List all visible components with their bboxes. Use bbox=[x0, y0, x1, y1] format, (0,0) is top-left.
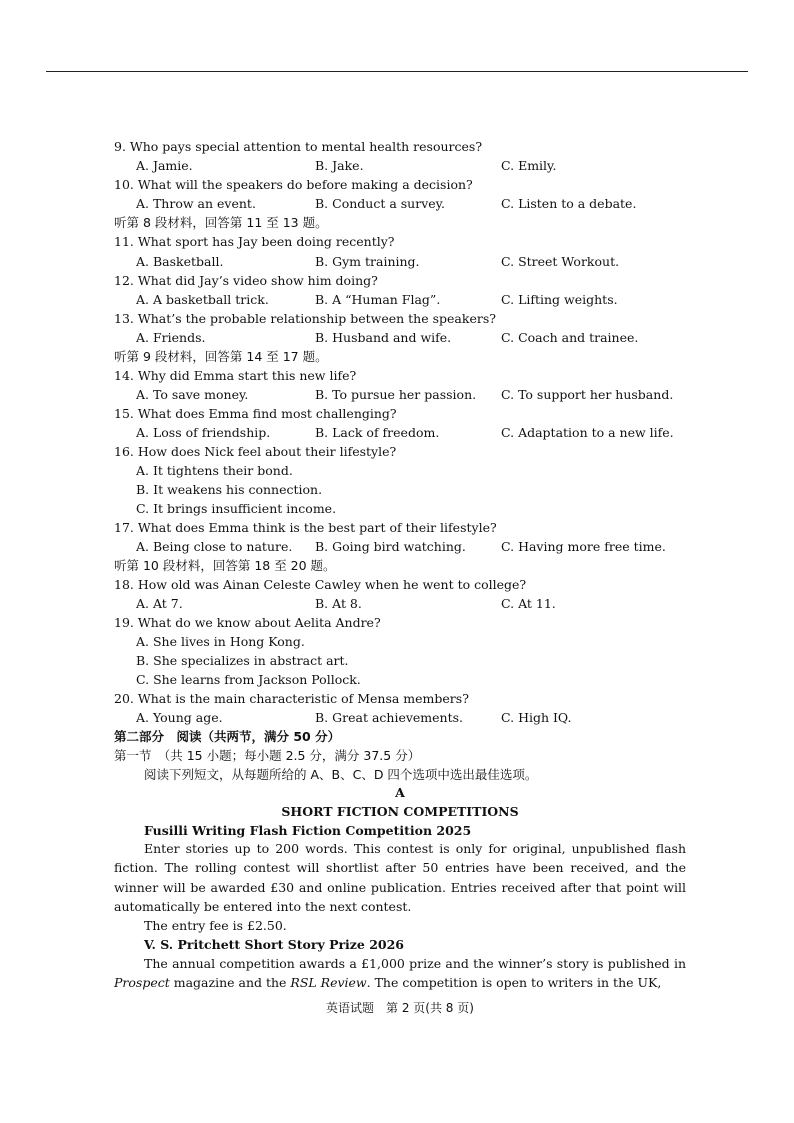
option-a: A. It tightens their bond. bbox=[136, 463, 293, 478]
option-b: B. Jake. bbox=[315, 158, 364, 173]
passage-letter: A bbox=[395, 785, 405, 800]
section-title: 第一节 （共 15 小题；每小题 2.5 分，满分 37.5 分） bbox=[114, 748, 421, 763]
option-a: A. Throw an event. bbox=[136, 196, 256, 211]
question-stem: 14. Why did Emma start this new life? bbox=[114, 368, 357, 383]
option-c: C. Adaptation to a new life. bbox=[501, 425, 674, 440]
option-a: A. Basketball. bbox=[136, 254, 224, 269]
option-b: B. Husband and wife. bbox=[315, 330, 452, 345]
competition-title: Fusilli Writing Flash Fiction Competition 2025 bbox=[144, 823, 472, 838]
publication-name: RSL Review bbox=[290, 975, 367, 991]
option-b: B. To pursue her passion. bbox=[315, 387, 477, 402]
page-footer: 英语试题 第 2 页(共 8 页) bbox=[326, 1001, 474, 1015]
option-c: C. To support her husband. bbox=[501, 387, 674, 402]
question-stem: 20. What is the main characteristic of Mensa members? bbox=[114, 691, 469, 706]
passage-title: SHORT FICTION COMPETITIONS bbox=[281, 804, 519, 819]
option-c: C. Street Workout. bbox=[501, 254, 620, 269]
question-stem: 12. What did Jay’s video show him doing? bbox=[114, 273, 378, 288]
option-c: C. It brings insufficient income. bbox=[136, 501, 337, 516]
option-b: B. Gym training. bbox=[315, 254, 420, 269]
option-c: C. Emily. bbox=[501, 158, 557, 173]
option-c: C. High IQ. bbox=[501, 710, 572, 725]
question-stem: 16. How does Nick feel about their lifestyle? bbox=[114, 444, 397, 459]
question-stem: 13. What’s the probable relationship between the speakers? bbox=[114, 311, 496, 326]
option-a: A. A basketball trick. bbox=[136, 292, 269, 307]
option-c: C. Lifting weights. bbox=[501, 292, 618, 307]
option-c: C. Coach and trainee. bbox=[501, 330, 639, 345]
competition-text: The annual competition awards a £1,000 prize and the winner’s story is published in bbox=[144, 956, 686, 971]
option-a: A. Young age. bbox=[136, 710, 223, 725]
question-stem: 11. What sport has Jay been doing recently? bbox=[114, 234, 395, 249]
option-b: B. Conduct a survey. bbox=[315, 196, 446, 211]
competition-description bbox=[114, 954, 686, 993]
option-a: A. At 7. bbox=[136, 596, 183, 611]
question-stem: 9. Who pays special attention to mental health resources? bbox=[114, 139, 483, 154]
option-b: B. It weakens his connection. bbox=[136, 482, 323, 497]
option-a: A. She lives in Hong Kong. bbox=[136, 634, 305, 649]
option-b: B. A “Human Flag”. bbox=[315, 292, 441, 307]
competition-text: Enter stories up to 200 words. This contest is only for original, unpublished flash fiction. The rolling contest will shortlist after 50 entries have been received, and the winner will be awarded £30 and online publication. Entries received after that point will automatically be entered into the next contest. bbox=[114, 841, 686, 915]
option-b: B. Going bird watching. bbox=[315, 539, 466, 554]
option-a: A. Loss of friendship. bbox=[136, 425, 271, 440]
question-stem: 19. What do we know about Aelita Andre? bbox=[114, 615, 381, 630]
option-c: C. Having more free time. bbox=[501, 539, 666, 554]
option-a: A. Jamie. bbox=[136, 158, 193, 173]
option-b: B. At 8. bbox=[315, 596, 362, 611]
publication-name: Prospect bbox=[114, 975, 170, 991]
part-title: 第二部分 阅读（共两节，满分 50 分） bbox=[114, 729, 341, 744]
competition-text: . The competition is open to writers in the UK, bbox=[366, 975, 662, 991]
entry-fee: The entry fee is £2.50. bbox=[144, 918, 287, 933]
section-header: 听第 9 段材料，回答第 14 至 17 题。 bbox=[114, 349, 328, 364]
option-a: A. To save money. bbox=[136, 387, 249, 402]
option-a: A. Being close to nature. bbox=[136, 539, 293, 554]
option-b: B. Great achievements. bbox=[315, 710, 464, 725]
question-stem: 15. What does Emma find most challenging? bbox=[114, 406, 397, 421]
option-c: C. At 11. bbox=[501, 596, 556, 611]
section-header: 听第 8 段材料，回答第 11 至 13 题。 bbox=[114, 215, 328, 230]
option-a: A. Friends. bbox=[136, 330, 206, 345]
competition-text: magazine and the bbox=[169, 975, 291, 991]
instructions: 阅读下列短文，从每题所给的 A、B、C、D 四个选项中选出最佳选项。 bbox=[144, 767, 538, 782]
question-stem: 10. What will the speakers do before making a decision? bbox=[114, 177, 473, 192]
competition-title: V. S. Pritchett Short Story Prize 2026 bbox=[144, 937, 404, 952]
competition-description bbox=[114, 839, 686, 917]
option-b: B. She specializes in abstract art. bbox=[136, 653, 349, 668]
section-header: 听第 10 段材料，回答第 18 至 20 题。 bbox=[114, 558, 336, 573]
option-c: C. She learns from Jackson Pollock. bbox=[136, 672, 361, 687]
option-b: B. Lack of freedom. bbox=[315, 425, 440, 440]
option-c: C. Listen to a debate. bbox=[501, 196, 637, 211]
question-stem: 18. How old was Ainan Celeste Cawley when he went to college? bbox=[114, 577, 527, 592]
question-stem: 17. What does Emma think is the best part of their lifestyle? bbox=[114, 520, 497, 535]
header-rule bbox=[46, 71, 748, 72]
